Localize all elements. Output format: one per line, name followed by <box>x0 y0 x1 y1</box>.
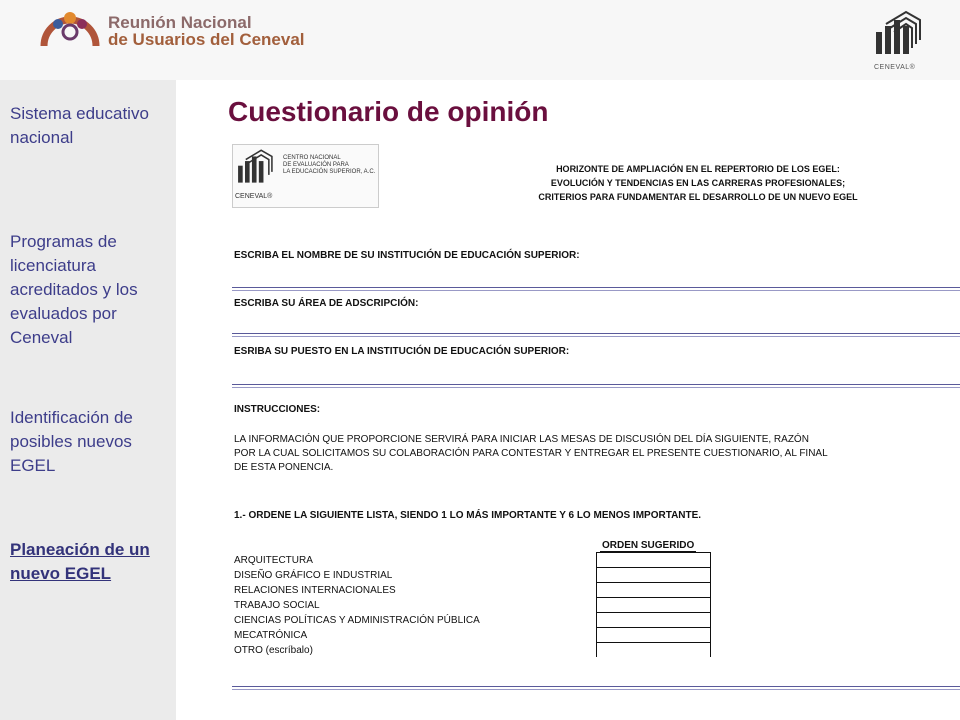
rank-input-relaciones[interactable] <box>597 582 710 597</box>
form-logo-name: CENEVAL® <box>235 193 273 200</box>
divider <box>232 387 960 388</box>
divider <box>232 689 960 690</box>
question-area-label: ESCRIBA SU ÁREA DE ADSCRIPCIÓN: <box>234 298 419 309</box>
sidebar-item-identificacion-egel[interactable]: Identificación de posibles nuevos EGEL <box>10 408 133 475</box>
rank-input-otro[interactable] <box>597 642 710 657</box>
option-arquitectura: ARQUITECTURA <box>234 555 313 566</box>
option-relaciones: RELACIONES INTERNACIONALES <box>234 585 396 596</box>
page-title: Cuestionario de opinión <box>228 96 549 127</box>
header <box>0 0 960 80</box>
ceneval-mini-logo-icon <box>235 148 275 188</box>
form-heading <box>506 162 890 204</box>
option-mecatronica: MECATRÓNICA <box>234 630 308 641</box>
form-heading-line-2: EVOLUCIÓN Y TENDENCIAS EN LAS CARRERAS PROFESIONALES; <box>550 178 846 188</box>
instructions-line-3: DE ESTA PONENCIA. <box>234 462 334 473</box>
answer-line-area[interactable] <box>232 333 960 334</box>
instructions-title: INSTRUCCIONES: <box>234 404 321 415</box>
question-position-label: ESRIBA SU PUESTO EN LA INSTITUCIÓN DE EDUCACIÓN SUPERIOR: <box>234 346 570 357</box>
rank-input-ciencias-politicas[interactable] <box>597 612 710 627</box>
answer-line-institution[interactable] <box>232 287 960 288</box>
sidebar-item-planeacion-egel[interactable]: Planeación de un nuevo EGEL <box>10 540 150 583</box>
event-title-line2: de Usuarios del Ceneval <box>108 30 305 49</box>
org-line-1: CENTRO NACIONAL <box>283 155 341 161</box>
main-content <box>176 80 960 720</box>
ceneval-logo-icon <box>872 10 924 60</box>
option-ciencias-politicas: CIENCIAS POLÍTICAS Y ADMINISTRACIÓN PÚBLICA <box>234 615 480 626</box>
instructions-line-1: LA INFORMACIÓN QUE PROPORCIONE SERVIRÁ PARA INICIAR LAS MESAS DE DISCUSIÓN DEL DÍA SIGUIENTE, RAZÓN <box>234 434 809 445</box>
question-1-label: 1.- ORDENE LA SIGUIENTE LISTA, SIENDO 1 LO MÁS IMPORTANTE Y 6 LO MENOS IMPORTANTE. <box>234 510 702 521</box>
divider <box>232 336 960 337</box>
form-logo <box>232 144 379 208</box>
rank-column-header: ORDEN SUGERIDO <box>602 540 695 551</box>
form-heading-line-3: CRITERIOS PARA FUNDAMENTAR EL DESARROLLO DE UN NUEVO EGEL <box>538 192 858 202</box>
sidebar-item-programas-licenciatura[interactable]: Programas de licenciatura acreditados y los evaluados por Ceneval <box>10 232 138 347</box>
rank-input-trabajo-social[interactable] <box>597 597 710 612</box>
rank-input-diseno[interactable] <box>597 567 710 582</box>
event-title <box>108 14 305 48</box>
event-title-line1: Reunión Nacional <box>108 13 252 32</box>
form-org-name <box>283 155 375 176</box>
event-logo-icon <box>40 8 100 46</box>
rank-input-arquitectura[interactable] <box>597 552 710 567</box>
rank-table <box>596 552 711 657</box>
option-trabajo-social: TRABAJO SOCIAL <box>234 600 320 611</box>
divider <box>232 290 960 291</box>
option-diseno: DISEÑO GRÁFICO E INDUSTRIAL <box>234 570 393 581</box>
answer-line-position[interactable] <box>232 384 960 385</box>
option-otro: OTRO (escríbalo) <box>234 645 313 656</box>
sidebar-item-sistema-educativo[interactable]: Sistema educativo nacional <box>10 104 149 147</box>
ceneval-caption: CENEVAL® <box>874 64 916 71</box>
org-line-3: LA EDUCACIÓN SUPERIOR, A.C. <box>283 169 376 175</box>
org-line-2: DE EVALUACIÓN PARA <box>283 162 349 168</box>
answer-line-otro[interactable] <box>232 686 960 687</box>
instructions-line-2: POR LA CUAL SOLICITAMOS SU COLABORACIÓN PARA CONTESTAR Y ENTREGAR EL PRESENTE CUESTIONARIO, AL FINAL <box>234 448 828 459</box>
rank-input-mecatronica[interactable] <box>597 627 710 642</box>
question-institution-label: ESCRIBA EL NOMBRE DE SU INSTITUCIÓN DE EDUCACIÓN SUPERIOR: <box>234 250 580 261</box>
sidebar <box>0 80 176 720</box>
form-heading-line-1: HORIZONTE DE AMPLIACIÓN EN EL REPERTORIO DE LOS EGEL: <box>556 164 840 174</box>
